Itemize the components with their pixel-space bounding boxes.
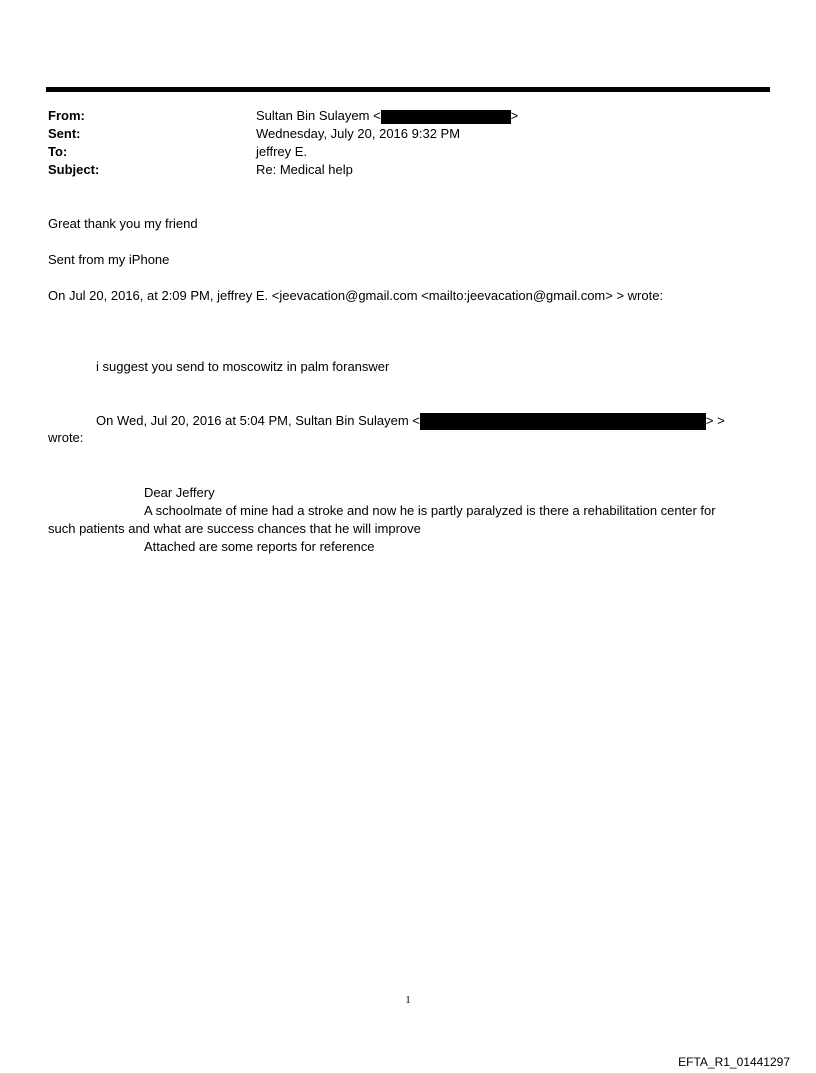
from-value (256, 107, 518, 125)
redaction-block (381, 110, 511, 124)
nested-greeting: Dear Jeffery (144, 485, 215, 500)
header-rule (46, 87, 770, 92)
from-close-bracket: > (510, 108, 519, 123)
sent-value: Wednesday, July 20, 2016 9:32 PM (256, 126, 461, 141)
nested-line-3: Attached are some reports for reference (144, 539, 375, 554)
subject-label: Subject: (48, 162, 100, 177)
quoted-header-text: On Wed, Jul 20, 2016 at 5:04 PM, Sultan Bin Sulayem < (96, 413, 420, 428)
to-value: jeffrey E. (256, 144, 308, 159)
document-id: EFTA_R1_01441297 (678, 1055, 790, 1069)
body-line-signature: Sent from my iPhone (48, 252, 170, 267)
page-number: 1 (405, 994, 411, 1006)
sent-label: Sent: (48, 126, 81, 141)
quoted-header (96, 412, 725, 430)
from-label: From: (48, 108, 85, 123)
body-line-thanks: Great thank you my friend (48, 216, 198, 231)
redaction-block (420, 413, 706, 430)
to-label: To: (48, 144, 68, 159)
quoted-header-suffix: > > (705, 413, 725, 428)
quoted-reply: i suggest you send to moscowitz in palm foranswer (96, 359, 390, 374)
body-line-quote-header: On Jul 20, 2016, at 2:09 PM, jeffrey E. <jeevacation@gmail.com <mailto:jeevacation@gmail.com> > wrote: (48, 288, 664, 303)
subject-value: Re: Medical help (256, 162, 353, 177)
from-name: Sultan Bin Sulayem < (256, 108, 381, 123)
nested-line-2: such patients and what are success chances that he will improve (48, 521, 421, 536)
nested-line-1: A schoolmate of mine had a stroke and now he is partly paralyzed is there a rehabilitation center for (144, 503, 716, 518)
quoted-header-wrote: wrote: (48, 430, 84, 445)
